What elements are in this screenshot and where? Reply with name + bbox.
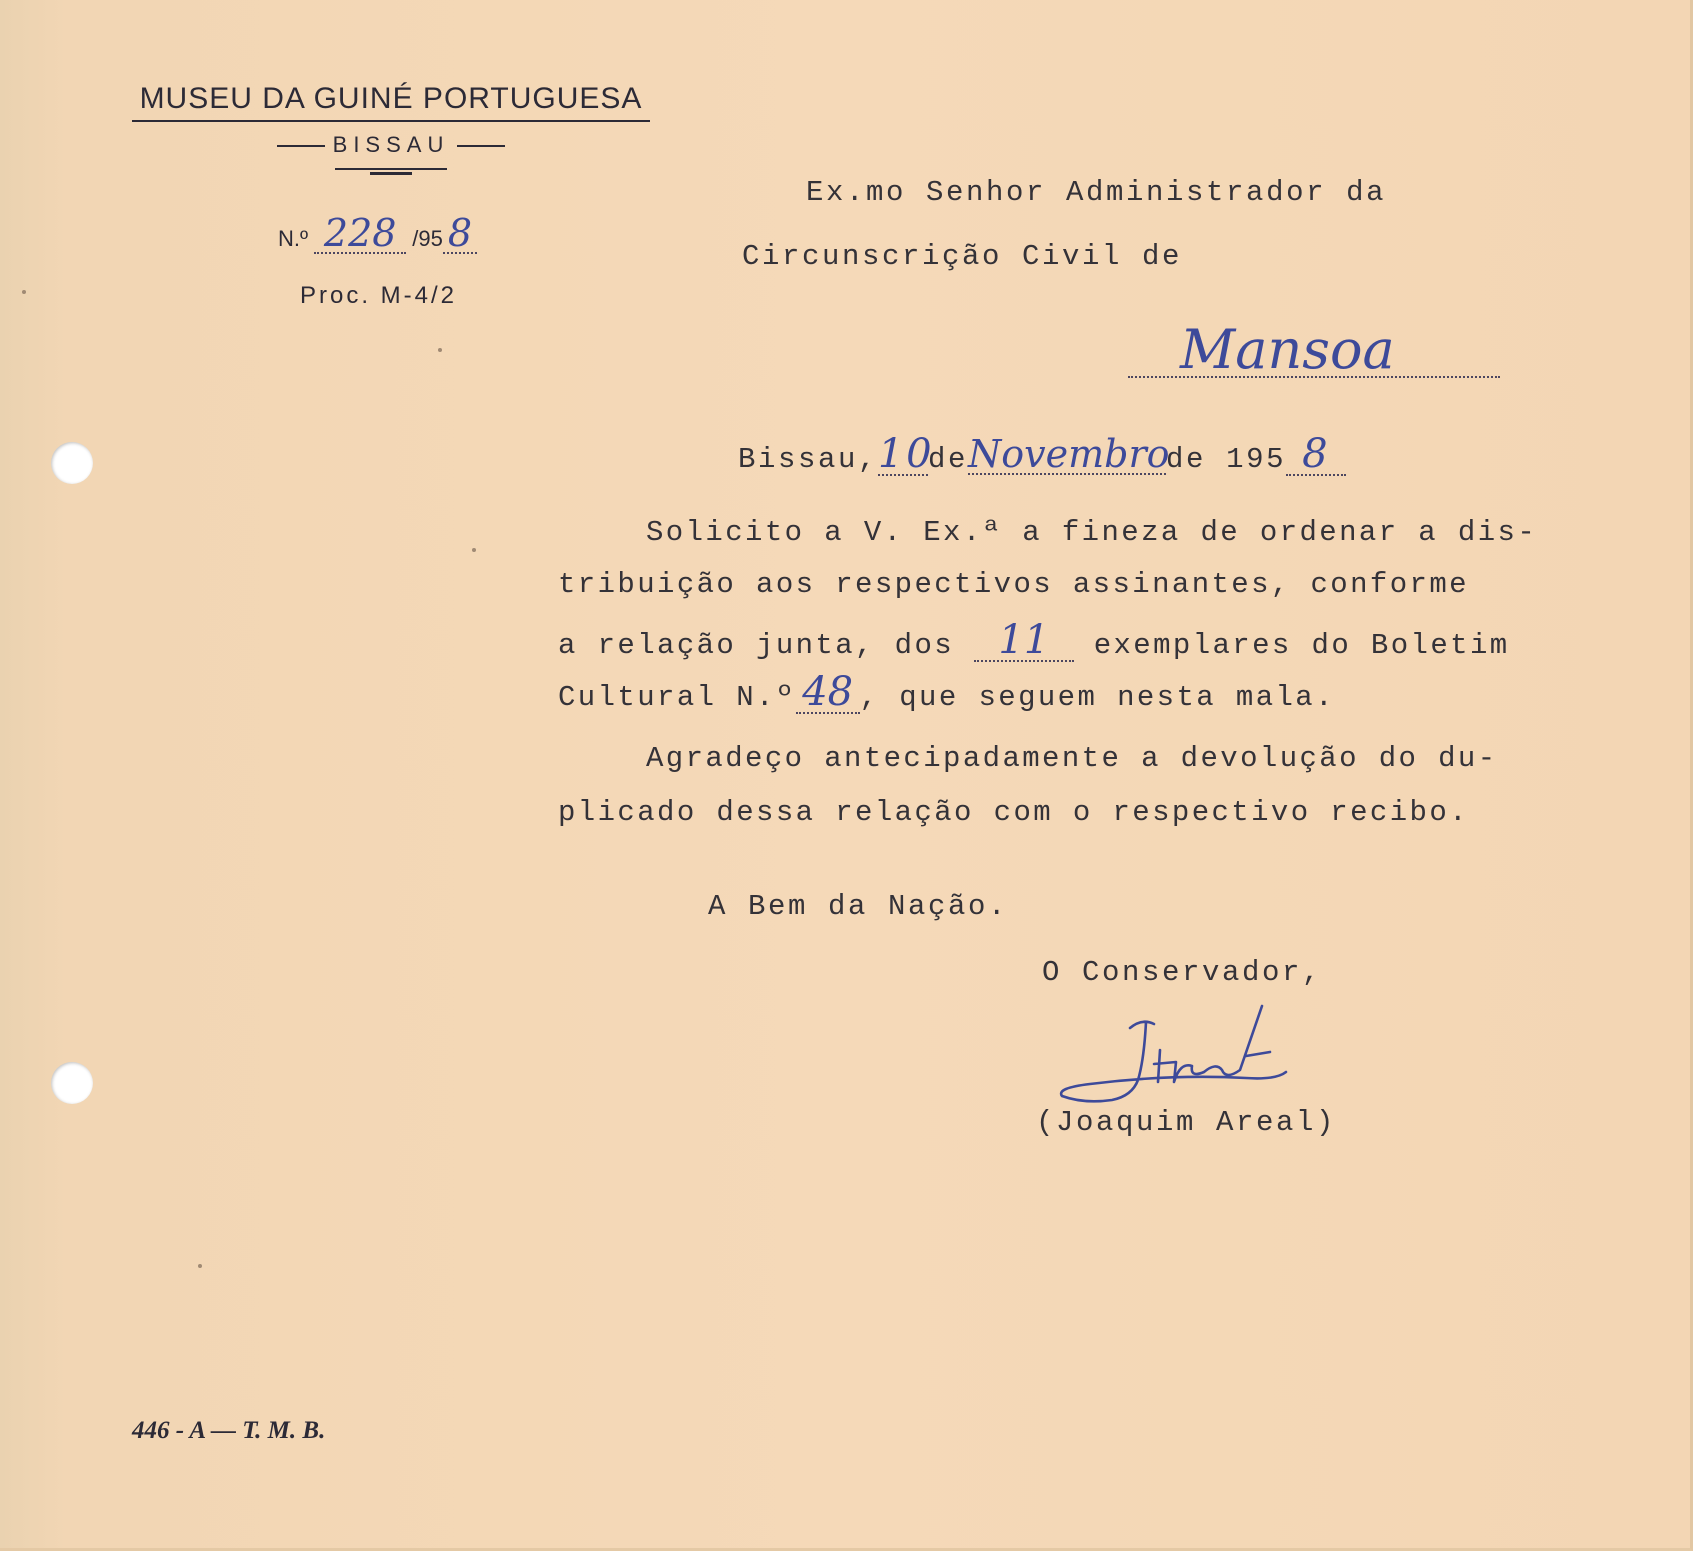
- closing-salutation: A Bem da Nação.: [708, 890, 1009, 923]
- body-p1-line-3-a: a relação junta, dos: [558, 629, 955, 662]
- handwritten-signature: [1050, 1000, 1350, 1110]
- body-p1-line-2: tribuição aos respectivos assinantes, conforme: [558, 568, 1469, 601]
- copies-count-handwritten: 11: [974, 620, 1074, 662]
- punch-hole: [51, 442, 93, 484]
- letterhead-rule: [335, 168, 447, 170]
- paper-speck: [438, 348, 442, 352]
- date-de-1: de: [928, 443, 969, 476]
- body-p1-line-3: [558, 617, 1510, 663]
- reference-number: N.º 228 /95 8: [278, 214, 477, 254]
- date-de-2: de: [1166, 443, 1207, 476]
- body-p1-line-4-a: Cultural N.º: [558, 681, 796, 714]
- body-p1-line-3-b: exemplares do Boletim: [1093, 629, 1510, 662]
- letterhead: [132, 82, 650, 175]
- date-city: Bissau,: [738, 443, 879, 476]
- paper-speck: [198, 1264, 202, 1268]
- signer-title: O Conservador,: [1042, 956, 1323, 989]
- institution-name: MUSEU DA GUINÉ PORTUGUESA: [132, 82, 650, 122]
- paper-speck: [472, 548, 476, 552]
- signer-name: (Joaquim Areal): [1036, 1106, 1337, 1139]
- date-line: [738, 431, 1346, 477]
- addressee-line-1: Ex.mo Senhor Administrador da: [806, 176, 1387, 209]
- print-code: 446 - A — T. M. B.: [132, 1417, 326, 1444]
- punch-hole: [51, 1062, 93, 1104]
- body-p2-line-2: plicado dessa relação com o respectivo recibo.: [558, 796, 1469, 829]
- date-year-handwritten: 8: [1286, 434, 1346, 476]
- institution-city-row: [132, 132, 650, 158]
- body-p2-line-1: Agradeço antecipadamente a devolução do du-: [646, 742, 1498, 775]
- addressee-line-2: Circunscrição Civil de: [742, 240, 1183, 273]
- reference-year-prefix: 95: [418, 226, 443, 251]
- process-code: Proc. M-4/2: [300, 282, 458, 309]
- body-p1-line-4-b: , que seguem nesta mala.: [859, 681, 1335, 714]
- institution-city: BISSAU: [332, 132, 450, 157]
- reference-number-handwritten: 228: [314, 214, 406, 254]
- reference-prefix: N.º: [278, 226, 309, 251]
- reference-year-handwritten: 8: [443, 214, 477, 254]
- date-year-prefix: 195: [1226, 443, 1287, 476]
- body-p1-line-4: [558, 669, 1335, 715]
- body-p1-line-1: Solicito a V. Ex.ª a fineza de ordenar a dis-: [646, 516, 1538, 549]
- bulletin-number-handwritten: 48: [796, 672, 860, 714]
- date-day-handwritten: 10: [878, 431, 935, 477]
- letterhead-rule-short: [370, 172, 412, 175]
- date-month-handwritten: Novembro: [968, 432, 1170, 476]
- paper-speck: [22, 290, 26, 294]
- place-handwritten: Mansoa: [1180, 318, 1395, 381]
